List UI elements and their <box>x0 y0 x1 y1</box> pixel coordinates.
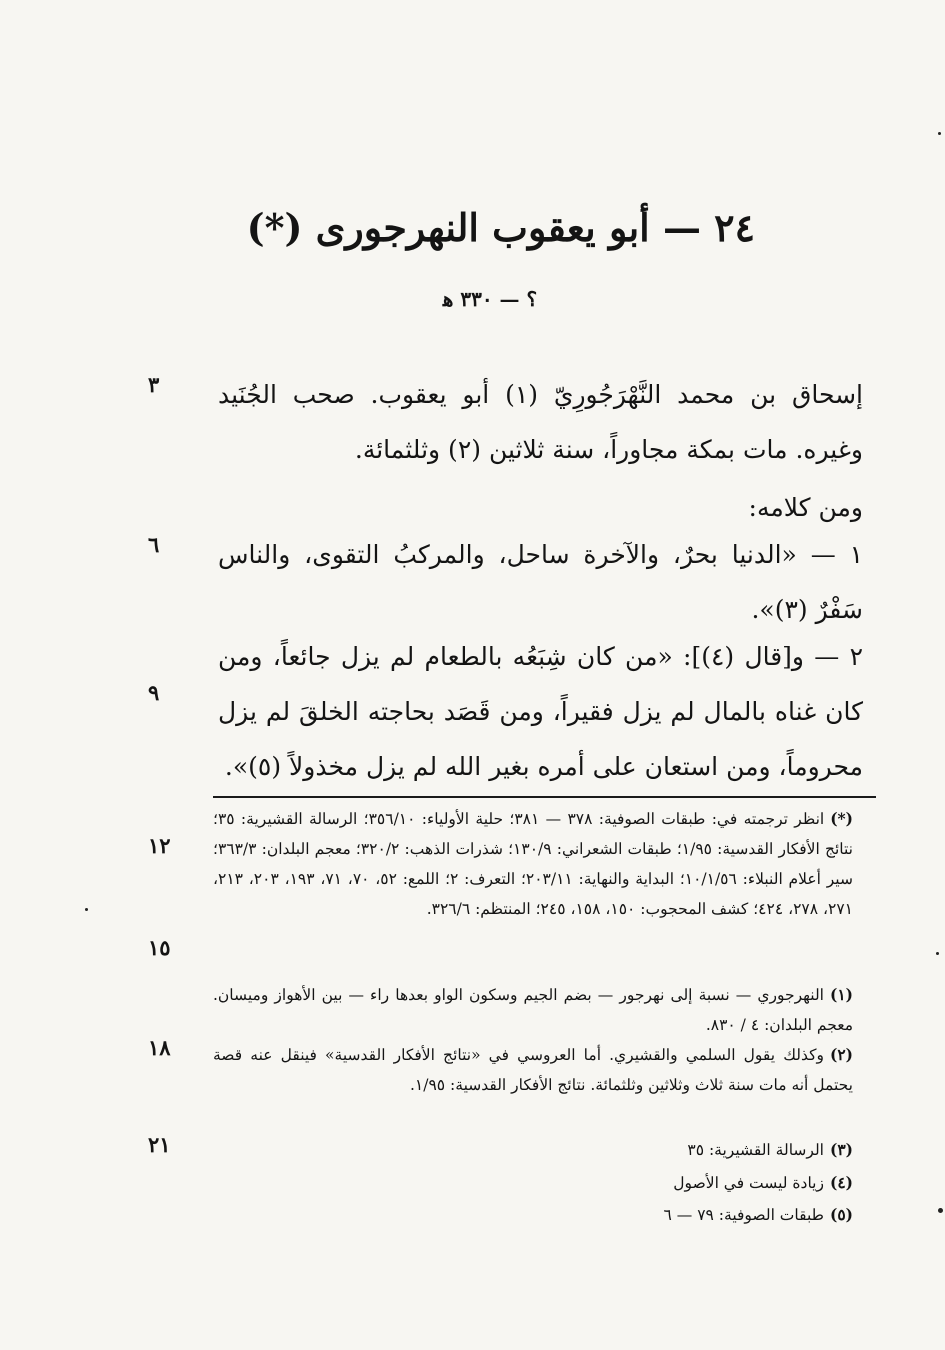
death-date: ؟ — ٣٣٠ ﻫ <box>442 287 538 311</box>
footnote-marker: (*) <box>830 809 853 828</box>
footnote-marker: (٤) <box>829 1173 853 1192</box>
line-number: ٢١ <box>148 1132 171 1157</box>
footnote-text: انظر ترجمته في: طبقات الصوفية: ٣٧٨ — ٣٨١؛ حلية الأولياء: ٣٥٦/١٠؛ الرسالة القشيرية: ٣٥؛ نتائج الأفكار القدسية: ١/٩٥؛ طبقات الشعراني: ١٣٠/٩؛ شذرات الذهب: ٣٢٠/٢؛ معجم البلدان: ٣٦٣/٣؛ سير أعلام النبلاء: ١٠/١/٥٦؛ البداية والنهاية: ٢٠٣/١١؛ التعرف: ٢؛ اللمع: ٥٢، ٧٠، ٧١، ١٩٣، ٢٠٣، ٢١٣، ٢٧١، ٢٧٨، ٤٢٤؛ كشف المحجوب: ١٥٠، ١٥٨، ٢٤٥؛ المنتظم: ٣٢٦/٦. <box>213 810 853 918</box>
saying-2: ٢ — و[قال (٤)]: «من كان شِبَعُه بالطعام لم يزل جائعاً، ومن كان غناه بالمال لم يزل فقيراً، ومن قَصَد بحاجته الخلقَ لم يزل محروماً، ومن استعان على أمره بغير الله لم يزل مخذولاً (٥)». <box>218 642 863 781</box>
scan-speck <box>936 952 939 955</box>
footnote-text: طبقات الصوفية: ٧٩ — ٦ <box>663 1206 824 1224</box>
footnote-text: وكذلك يقول السلمي والقشيري. أما العروسي في «نتائج الأفكار القدسية» فينقل عنه قصة يحتمل أنه مات سنة ثلاث وثلاثين وثلثمائة. نتائج الأفكار القدسية: ١/٩٥. <box>213 1046 853 1094</box>
line-number: ١٢ <box>148 833 171 858</box>
footnote-marker: (١) <box>829 985 853 1004</box>
saying-1: ١ — «الدنيا بحرٌ، والآخرة ساحل، والمركبُ التقوى، والناس سَفْرٌ (٣)». <box>218 540 863 624</box>
line-number: ١٨ <box>148 1035 171 1060</box>
footnote-2 <box>213 1040 853 1100</box>
footnote-4 <box>213 1168 853 1198</box>
footnote-5 <box>213 1200 853 1230</box>
footnote-marker: (٣) <box>829 1140 853 1159</box>
line-number: ٩ <box>148 680 160 705</box>
footnote-text: زيادة ليست في الأصول <box>673 1174 824 1192</box>
footnote-marker: (٥) <box>829 1205 853 1224</box>
footnote-divider <box>213 796 876 798</box>
scan-speck <box>938 132 941 135</box>
footnote-text: الرسالة القشيرية: ٣٥ <box>687 1141 824 1159</box>
footnote-star <box>213 804 853 924</box>
biography-paragraph: إسحاق بن محمد النَّهْرَجُورِيّ (١) أبو يعقوب. صحب الجُنَيد وغيره. مات بمكة مجاوراً، سنة ثلاثين (٢) وثلثمائة. <box>218 380 863 464</box>
footnote-text: النهرجوري — نسبة إلى نهرجور — بضم الجيم وسكون الواو بعدها راء — بين الأهواز وميسان. معجم البلدان: ٤ / ٨٣٠. <box>213 986 853 1034</box>
footnote-3 <box>213 1135 853 1165</box>
line-number: ٦ <box>148 532 160 557</box>
sayings-intro: ومن كلامه: <box>748 493 863 522</box>
line-number: ١٥ <box>148 935 171 960</box>
footnote-1 <box>213 980 853 1040</box>
footnote-marker: (٢) <box>829 1045 853 1064</box>
scan-speck <box>938 1208 943 1213</box>
chapter-title: ٢٤ — أبو يعقوب النهرجورى (*) <box>246 205 755 250</box>
line-number: ٣ <box>148 372 160 397</box>
scan-speck <box>85 908 88 911</box>
